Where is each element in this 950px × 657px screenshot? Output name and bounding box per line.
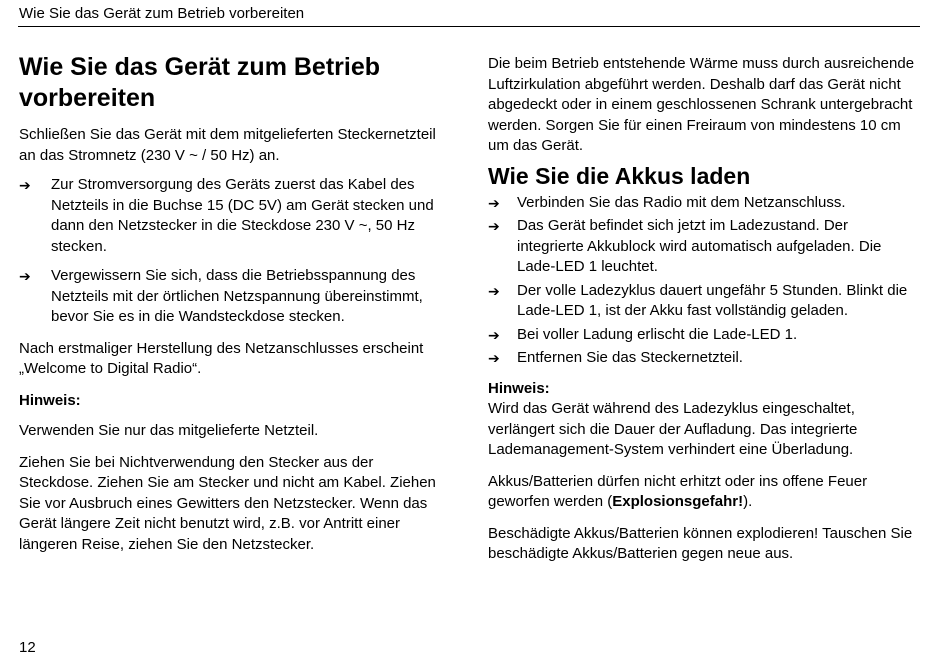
left-column [19, 52, 459, 555]
list-item [488, 325, 920, 346]
list-item [488, 216, 920, 278]
welcome-paragraph: Nach erstmaliger Herstellung des Netzanschlusses erscheint „Welcome to Digital Radio“. [19, 339, 424, 377]
note-text: Wird das Gerät während des Ladezyklus eingeschaltet, verlängert sich die Dauer der Aufladung. Das integrierte Lademanagement-System verhindert eine Überladung. [488, 400, 858, 458]
list-item-text: Entfernen Sie das Steckernetzteil. [517, 349, 743, 366]
note-label: Hinweis: [19, 391, 81, 409]
damaged-battery-paragraph: Beschädigte Akkus/Batterien können explodieren! Tauschen Sie beschädigte Akkus/Batterien gegen neue aus. [488, 524, 913, 562]
battery-warning-paragraph [488, 472, 920, 513]
arrow-right-icon: ➔ [19, 177, 31, 193]
battery-warning-end: ). [743, 493, 753, 510]
list-item-text: Das Gerät befindet sich jetzt im Ladezustand. Der integrierte Akkublock wird automatisch aufgeladen. Die Lade-LED 1 leuchtet. [517, 217, 882, 275]
intro-paragraph: Schließen Sie das Gerät mit dem mitgelieferten Steckernetzteil an das Stromnetz (230 V ~ / 50 Hz) an. [19, 126, 436, 164]
list-item-text: Bei voller Ladung erlischt die Lade-LED 1. [517, 325, 798, 343]
list-item-text: Zur Stromversorgung des Geräts zuerst das Kabel des Netzteils in die Buchse 15 (DC 5V) am Gerät stecken und dann den Netzstecker in die Steckdose 230 V ~, 50 Hz stecken. [51, 176, 434, 255]
note-label: Hinweis: [488, 379, 550, 397]
note-text: Verwenden Sie nur das mitgelieferte Netzteil. [19, 422, 319, 439]
explosion-warning: Explosionsgefahr! [612, 493, 744, 510]
list-item-text: Vergewissern Sie sich, dass die Betriebsspannung des Netzteils mit der örtlichen Netzspannung übereinstimmt, bevor Sie es in die Wandsteckdose stecken. [51, 267, 423, 325]
unplug-paragraph: Ziehen Sie bei Nichtverwendung den Stecker aus der Steckdose. Ziehen Sie am Stecker und nicht am Kabel. Ziehen Sie vor Ausbruch eines Gewitters den Netzstecker. Wenn das Gerät längere Zeit nicht benutzt wird, z.B. vor Antritt einer längeren Reise, ziehen Sie den Netzstecker. [19, 453, 436, 553]
arrow-right-icon: ➔ [488, 218, 500, 234]
arrow-right-icon: ➔ [488, 326, 500, 343]
page-number: 12 [19, 639, 36, 656]
list-item [488, 281, 920, 322]
header-divider [18, 26, 920, 27]
section-heading-charge: Wie Sie die Akkus laden [488, 162, 751, 189]
list-item-text: Verbinden Sie das Radio mit dem Netzanschluss. [517, 193, 846, 211]
heat-paragraph: Die beim Betrieb entstehende Wärme muss durch ausreichende Luftzirkulation abgeführt werden. Deshalb darf das Gerät nicht abgedeckt oder in einem geschlossenen Schrank untergebracht werden. Sorgen Sie für einen Freiraum von mindestens 10 cm um das Gerät. [488, 55, 915, 154]
arrow-right-icon: ➔ [19, 268, 31, 284]
right-column [488, 54, 920, 565]
arrow-right-icon: ➔ [488, 194, 500, 211]
section-heading-prepare: Wie Sie das Gerät zum Betrieb vorbereiten [19, 53, 380, 112]
list-item [19, 266, 459, 328]
battery-warning-text: Akkus/Batterien dürfen nicht erhitzt oder ins offene Feuer geworfen werden ( [488, 472, 868, 510]
arrow-right-icon: ➔ [488, 282, 500, 299]
arrow-right-icon: ➔ [488, 350, 500, 366]
list-item [488, 193, 920, 214]
list-item [488, 348, 920, 369]
running-header-title: Wie Sie das Gerät zum Betrieb vorbereiten [19, 5, 305, 22]
list-item-text: Der volle Ladezyklus dauert ungefähr 5 Stunden. Blinkt die Lade-LED 1, ist der Akku fast vollständig geladen. [517, 281, 908, 319]
list-item [19, 175, 459, 257]
